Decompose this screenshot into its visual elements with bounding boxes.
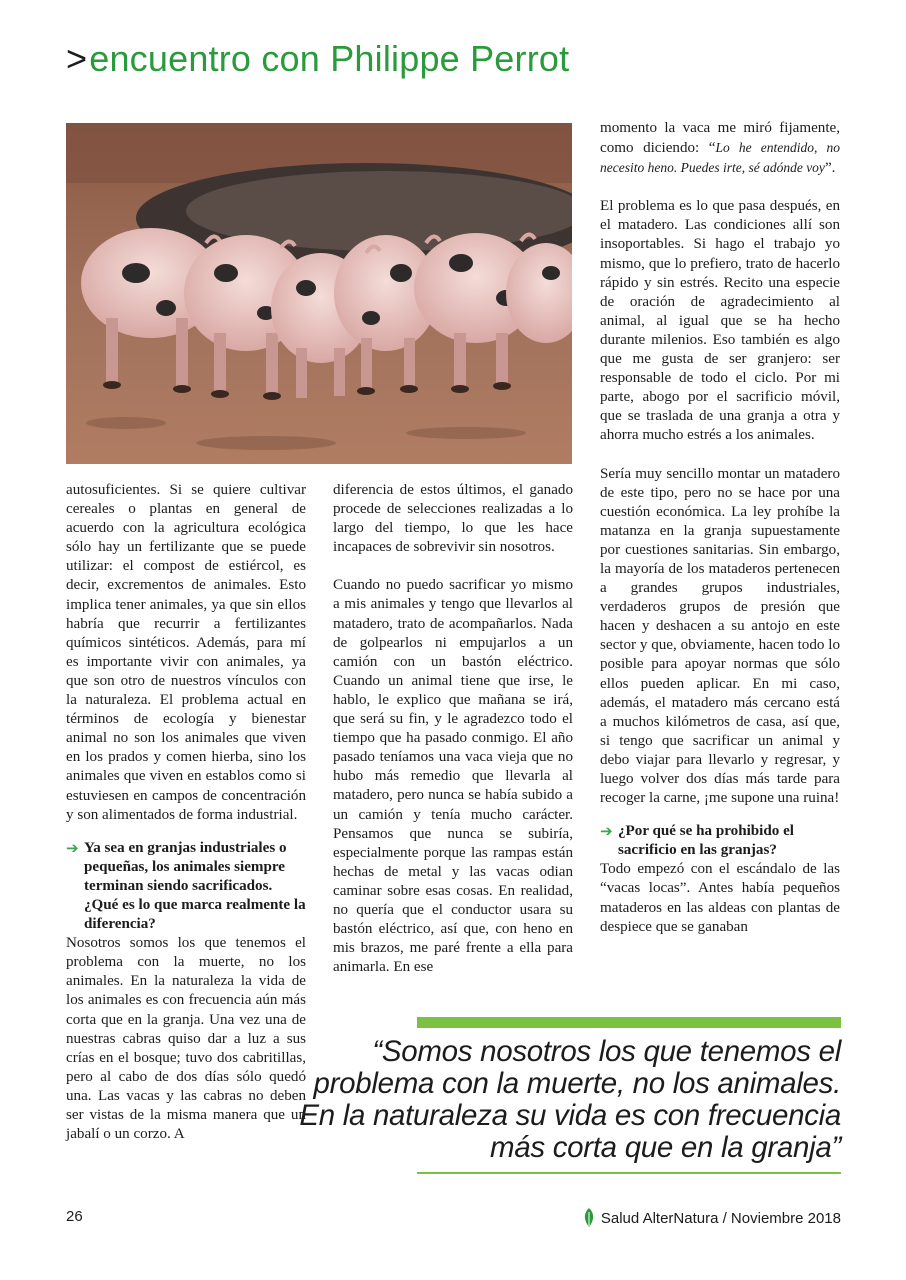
interview-question [66, 839, 306, 934]
arrow-right-icon: ➔ [66, 838, 79, 857]
leaf-icon [583, 1208, 595, 1228]
paragraph: autosuficientes. Si se quiere cultivar cereales o plantas en general de acuerdo con la agricultura ecológica sólo hay un fertilizante que se puede utilizar: el compost de estiércol, es decir, excrementos de animales. Esto implica tener animales, ya que sin ellos habría que recurrir a fertilizantes químicos sintéticos. Además, para mí es importante vivir con animales, ya que son otro de nuestros vínculos con la naturaleza. El problema actual en términos de ecología y bienestar animal no son los animales que viven en los prados y comen hierba, sino los animales que viven en establos como si estuviesen en campos de concentración y son alimentados de forma industrial. [66, 482, 306, 823]
column-right [600, 119, 840, 937]
quote-italic: Lo he entendido, no necesito heno. Puedes irte, sé adónde voy [600, 140, 840, 176]
paragraph: diferencia de estos últimos, el ganado procede de selecciones realizadas a lo largo del tiempo, lo que les hace incapaces de sobrevivir sin nosotros. [333, 482, 573, 556]
pull-quote-top-bar [417, 1017, 841, 1028]
paragraph-text: momento la vaca me miró fijamente, como diciendo: “ [600, 120, 840, 157]
pull-quote-line: En la naturaleza su vida es con frecuencia [299, 1099, 841, 1132]
magazine-name: Salud AlterNatura / Noviembre 2018 [600, 1209, 841, 1227]
column-left [66, 481, 306, 1144]
paragraph: Nosotros somos los que tenemos el problema con la muerte, no los animales. En la naturaleza la vida de los animales es con frecuencia aún más corta que en la granja. Una vez una de nuestras cabras quiso dar a luz a sus crías en el bosque; tuvo dos cabritillas, pero al cabo de dos días sólo quedó una. Las vacas y las cabras no deben ser vistas de la misma manera que un jabalí o un corzo. A [66, 935, 306, 1143]
paragraph: Cuando no puedo sacrificar yo mismo a mis animales y tengo que llevarlos al matadero, trato de acompañarlos. Nada de golpearlos ni empujarlos a un camión con un bastón eléctrico. Cuando un animal tiene que irse, le hablo, le explico que mañana se irá, que será su fin, y le agradezco todo el tiempo que ha pasado conmigo. El año pasado teníamos una vaca vieja que no hubo más remedio que llevarla al matadero, pero nunca se había subido a un camión y tenía mucho carácter. Pensamos que nunca se subiría, especialmente porque las rampas están hechas de metal y las vacas odian caminar sobre esas cosas. En realidad, no quería que el conductor usara su bastón eléctrico, así que, con heno en mis brazos, me paré frente a ella para animarla. En ese [333, 577, 573, 976]
pull-quote-line: más corta que en la granja” [489, 1131, 841, 1164]
paragraph: El problema es lo que pasa después, en el matadero. Las condiciones allí son insoportables. Si hago el trabajo yo mismo, que lo prefiero, trato de hacerlo rápido y sin estrés. Recito una especie de oración de agradecimiento al animal, al igual que se ha hecho durante milenios. Eso también es algo que me gusta de ser granjero: ser responsable de todo el ciclo. Por mi parte, abogo por el sacrificio móvil, que se traslada de una granja a otra y ahorra mucho estrés a los animales. [600, 198, 840, 444]
header-title-text: encuentro con Philippe Perrot [89, 38, 570, 79]
pull-quote [281, 1036, 841, 1164]
arrow-right-icon: ➔ [600, 822, 613, 841]
question-text: ¿Por qué se ha prohibido el sacrificio en las granjas? [618, 823, 794, 859]
pull-quote-line: “Somos nosotros los que tenemos el [372, 1035, 841, 1068]
paragraph-text: ”. [824, 160, 836, 177]
interview-question [600, 822, 840, 860]
magazine-footer [583, 1208, 841, 1228]
piglets-photo [66, 123, 572, 464]
paragraph: Sería muy sencillo montar un matadero de este tipo, pero no se hace por una cuestión económica. La ley prohíbe la matanza en la granja supuestamente por cuestiones sanitarias. Sin embargo, la mayoría de los mataderos pertenecen a grandes grupos industriales, verdaderos grupos de presión que hacen y deshacen a su antojo en este sector y que, obviamente, hacen todo lo posible para apoyar normas que sólo ellos pueden aplicar. En mi caso, además, el matadero más cercano está a muchos kilómetros de casa, así que, si tengo que sacrificar un animal y debo viajar para llevarlo y regresar, y luego volver dos días más tarde para recoger la carne, ¡me supone una ruina! [600, 465, 840, 807]
paragraph: Todo empezó con el escándalo de las “vacas locas”. Antes había pequeños mataderos en las aldeas con plantas de despiece que se ganaban [600, 861, 840, 935]
question-text: Ya sea en granjas industriales o pequeñas, los animales siempre terminan siendo sacrificados. ¿Qué es lo que marca realmente la diferencia? [84, 839, 306, 933]
column-middle [333, 481, 573, 977]
piglets-illustration [66, 123, 572, 464]
pull-quote-line: problema con la muerte, no los animales. [313, 1067, 841, 1100]
page-number: 26 [66, 1208, 83, 1225]
header-chevron: > [66, 38, 88, 79]
pull-quote-bottom-rule [417, 1172, 841, 1174]
article-header [66, 38, 569, 80]
paragraph [600, 119, 840, 178]
